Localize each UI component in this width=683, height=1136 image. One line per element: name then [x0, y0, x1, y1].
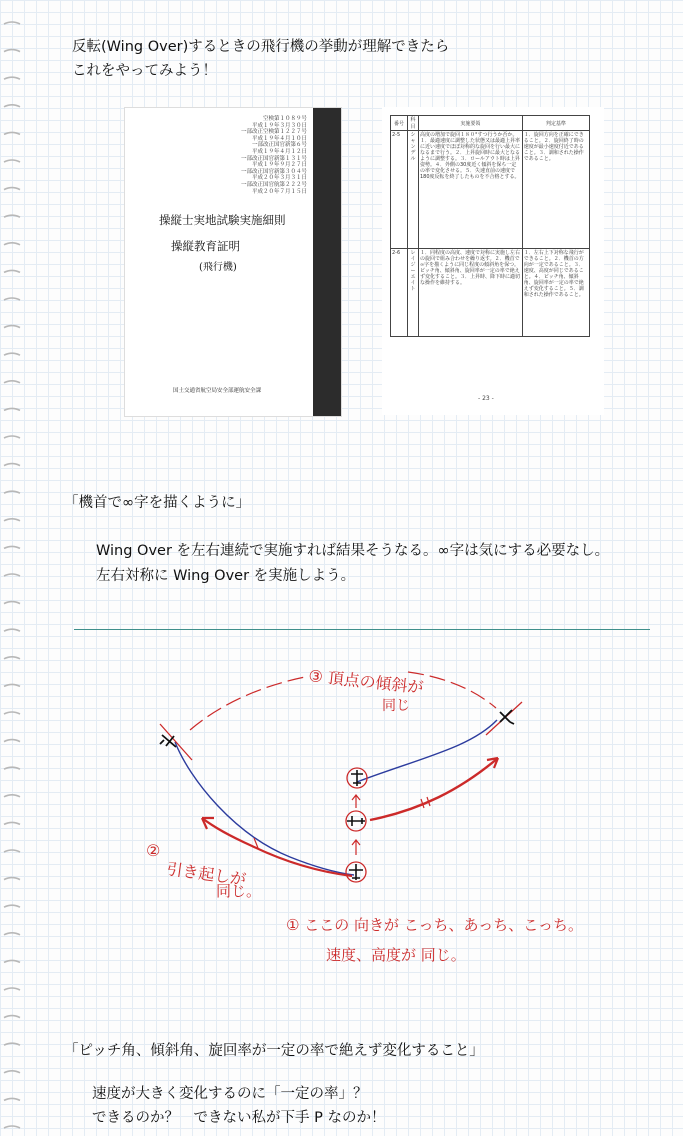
- page-number: - 23 -: [478, 395, 494, 402]
- airplane-icon: [346, 811, 366, 831]
- airplane-icon: [160, 735, 176, 747]
- section2-quote: 「ピッチ角、傾斜角、旋回率が一定の率で絶えず変化すること」: [64, 1043, 484, 1059]
- path-ticks: [254, 797, 430, 848]
- flight-path-right: [357, 720, 497, 782]
- apex-link-left: [190, 677, 305, 730]
- heading-line-2: これをやってみよう！: [72, 63, 217, 79]
- flight-path-left: [175, 742, 354, 875]
- note-3-line-1: ③ 頂点の傾斜が: [307, 666, 425, 698]
- table-header: 実施要領: [419, 116, 523, 131]
- document-subtitle: 操縦教育証明: [171, 239, 240, 253]
- note-2-number: ②: [146, 841, 161, 860]
- table-row: 2-5 シャンデル 高度の増加で旋回１８０°すつ行うか否か。１．最適速度に調整した状態又は最適上昇率に近い速度でほぼ対称的な旋回を行い最大になるまで行う。２．上昇旋回時に最大となるように調整する。３．ロールアウト時は上昇姿勢。４．外側の30度近く傾斜を保ち一定の率で変化させる。５．失速直前の速度で180度反転を終了したものを不合格とする。 １．旋回方向を正確にできること。２．旋回終了時の速度が最小速度付近であること。３．調和された操作であること。: [391, 131, 590, 249]
- document-title: 操縦士実地試験実施細則: [159, 213, 286, 227]
- section2-body-2: できるのか？ できない私が下手 P なのか！: [92, 1110, 386, 1126]
- note-1-line-1: ① ここの 向きが こっち、あっち、こっち。: [286, 916, 584, 934]
- document-category: (飛行機): [199, 262, 237, 273]
- section1-body-2: 左右対称に Wing Over を実施しよう。: [96, 568, 356, 584]
- note-2-line-2: 同じ。: [216, 882, 262, 900]
- note-1-line-2: 速度、高度が 同じ。: [326, 946, 466, 964]
- center-arrows: [352, 795, 360, 855]
- section2-body-1: 速度が大きく変化するのに「一定の率」？: [92, 1086, 368, 1102]
- heading-line-1: 反転(Wing Over)するときの飛行機の挙動が理解できたら: [72, 39, 450, 55]
- note-2-line-1: 引き起しが: [165, 859, 248, 890]
- register-lines: 空検第１０８９号 平成１９年３月３０日 一部改正空検第１２２７号 平成１９年４月１０日 一部改正国官新第６号 平成１９年４月１２日 一部改正国官新第１３１号 平成１９年９月２７日 一部改正国官新第３０４号 平成２０年３月３１日 一部改正国官航第２２２号 平成２０年７月１５日: [240, 116, 307, 195]
- table-header: 番号: [391, 116, 408, 131]
- table-row: 2-6 レイジーエイト １．同程度の高度、速度で対称に実施し左右の旋回で組み合わせを繰り返す。２．機首で∞字を描くように同じ程度の傾斜角を保つ。ピッチ角、傾斜角、旋回率が一定の率で絶えず変化すること。３．上昇時、降下時に適切な操作を維持する。 １．左右上下対称な飛行ができること。２．機首の方向が一定であること。３．速度、高度が同じであること。４．ピッチ角、傾斜角、旋回率が一定の率で絶えず変化すること。５．調和された操作であること。: [391, 249, 590, 337]
- pullup-path-right: [370, 758, 498, 820]
- note-3-line-2: 同じ: [382, 698, 410, 714]
- section1-quote: 「機首で∞字を描くように」: [64, 495, 251, 511]
- airplane-icon: [346, 862, 366, 882]
- table-header: 判定基準: [522, 116, 589, 131]
- section1-body-1: Wing Over を左右連続で実施すれば結果そうなる。∞字は気にする必要なし。: [96, 543, 610, 559]
- airplane-icon: [347, 768, 367, 788]
- bank-mark-left: [160, 724, 192, 760]
- document-publisher: 国土交通省航空局安全部運航安全課: [173, 388, 262, 394]
- table-header: 科目: [408, 116, 419, 131]
